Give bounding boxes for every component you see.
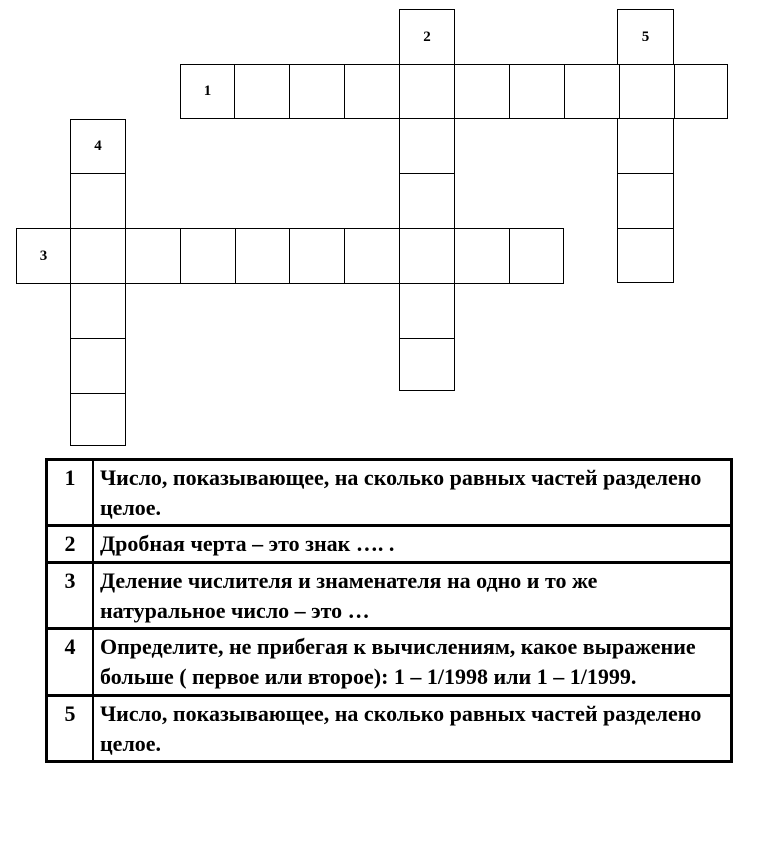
crossword-cell[interactable] — [344, 64, 400, 119]
crossword-cell[interactable] — [617, 228, 674, 283]
clue-number-3: 3 — [39, 247, 48, 264]
clue-row-text: Определите, не прибегая к вычислениям, какое выражение больше ( первое или второе): 1 – 1/1998 или 1 – 1/1999. — [93, 629, 732, 695]
crossword-label-cell-4 — [70, 119, 126, 174]
crossword-cell[interactable] — [70, 228, 126, 284]
clue-row — [47, 629, 732, 695]
crossword-cell[interactable] — [399, 228, 455, 284]
clue-row-number: 1 — [47, 460, 94, 526]
crossword-cell[interactable] — [454, 228, 510, 284]
crossword-cell[interactable] — [235, 228, 290, 284]
clue-row-text: Число, показывающее, на сколько равных частей разделено целое. — [93, 460, 732, 526]
clue-row — [47, 695, 732, 761]
crossword-cell[interactable] — [399, 173, 455, 229]
clue-row-number: 3 — [47, 563, 94, 629]
clue-row-number: 4 — [47, 629, 94, 695]
crossword-cell[interactable] — [399, 338, 455, 391]
crossword-cell[interactable] — [509, 228, 564, 284]
clue-row — [47, 563, 732, 629]
crossword-cell[interactable] — [674, 64, 728, 119]
clue-row — [47, 460, 732, 526]
clue-row-text: Дробная черта – это знак …. . — [93, 526, 732, 563]
clue-row-number: 2 — [47, 526, 94, 563]
clue-number-1: 1 — [203, 83, 212, 99]
clue-number-2: 2 — [423, 28, 431, 45]
crossword-cell[interactable] — [125, 228, 181, 284]
clue-number-5: 5 — [641, 28, 650, 45]
crossword-cell[interactable] — [70, 283, 126, 339]
crossword-cell[interactable] — [454, 64, 510, 119]
crossword-cell[interactable] — [289, 64, 345, 119]
crossword-cell[interactable] — [70, 173, 126, 229]
crossword-cell[interactable] — [289, 228, 345, 284]
crossword-cell[interactable] — [180, 228, 236, 284]
clues-table — [45, 458, 733, 763]
crossword-label-cell-3 — [16, 228, 71, 284]
crossword-cell[interactable] — [509, 64, 565, 119]
clue-row-number: 5 — [47, 695, 94, 761]
clue-number-4: 4 — [94, 138, 102, 154]
crossword-cell[interactable] — [70, 393, 126, 446]
crossword-cell[interactable] — [399, 64, 455, 119]
clue-row-text: Деление числителя и знаменателя на одно и то же натуральное число – это … — [93, 563, 732, 629]
clue-row-text: Число, показывающее, на сколько равных частей разделено целое. — [93, 695, 732, 761]
crossword-cell[interactable] — [619, 64, 675, 119]
crossword-cell[interactable] — [344, 228, 400, 284]
crossword-cell[interactable] — [399, 283, 455, 339]
clue-row — [47, 526, 732, 563]
crossword-cell[interactable] — [564, 64, 620, 119]
crossword-label-cell-2 — [399, 9, 455, 65]
crossword-label-cell-1 — [180, 64, 235, 119]
crossword-label-cell-5 — [617, 9, 674, 65]
crossword-cell[interactable] — [399, 118, 455, 174]
crossword-cell[interactable] — [234, 64, 290, 119]
crossword-cell[interactable] — [617, 173, 674, 229]
crossword-cell[interactable] — [617, 118, 674, 174]
crossword-cell[interactable] — [70, 338, 126, 394]
